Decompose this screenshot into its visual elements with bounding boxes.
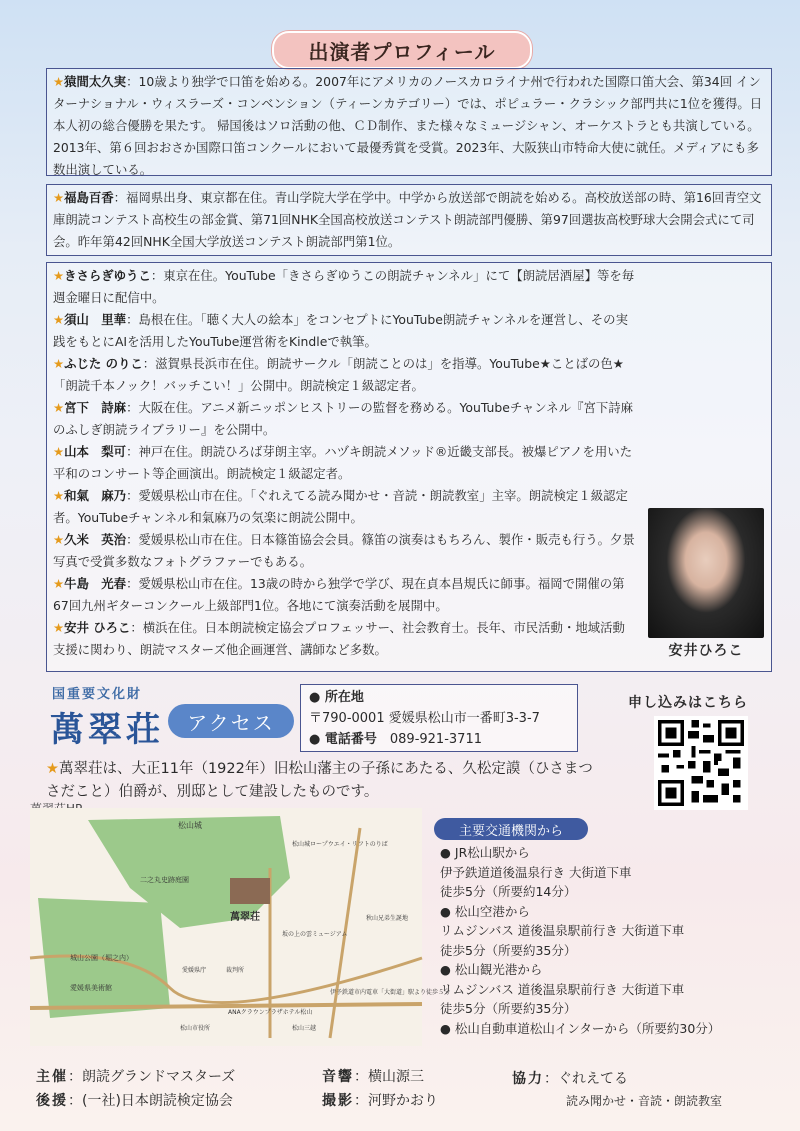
profile-entry bbox=[53, 529, 637, 573]
profile-entry bbox=[53, 353, 637, 397]
banzui-building-icon bbox=[230, 878, 270, 904]
profile-entry bbox=[53, 441, 637, 485]
transport-line: ● 松山空港から bbox=[440, 903, 530, 919]
profile-entry bbox=[53, 617, 637, 661]
map-label-akita: 秋山兄弟生誕地 bbox=[366, 915, 409, 922]
transport-line: 徒歩5分（所要約14分） bbox=[440, 884, 577, 899]
map-label-museum: 坂の上の雲ミュージアム bbox=[282, 931, 348, 938]
venue-subtitle: 国重要文化財 bbox=[52, 687, 143, 702]
profile-entry bbox=[53, 573, 637, 617]
access-map bbox=[30, 808, 451, 1046]
transport-line: ● JR松山駅から bbox=[440, 845, 530, 860]
profile-entry bbox=[53, 265, 637, 309]
performer-bio: ：愛媛県松山市在住。「ぐれえてる読み聞かせ・音読・朗読教室」主宰。朗読検定１級認定者。YouTubeチャンネル和氣麻乃の気楽に朗読公開中。 bbox=[53, 488, 628, 525]
transport-line: リムジンバス 道後温泉駅前行き 大街道下車 bbox=[440, 981, 685, 997]
performer-bio: ：神戸在住。朗読ひろば芽朗主宰。ハヅキ朗読メソッド®近畿支部長。被爆ピアノを用いた平和のコンサート等企画演出。朗読検定１級認定者。 bbox=[53, 444, 633, 481]
transport-list bbox=[440, 843, 780, 1038]
credit-sound bbox=[322, 1066, 424, 1086]
profile-entry bbox=[53, 309, 637, 353]
map-label-okaido: 伊予鉄道市内電車「大街道」駅より徒歩５分 bbox=[330, 989, 451, 996]
star-icon: ★ bbox=[53, 620, 65, 635]
performer-bio: ：10歳より独学で口笛を始める。2007年にアメリカのノースカロライナ州で行われた国際口笛大会、第34回 インターナショナル・ウィスラーズ・コンベンション（ティーンカテゴリー）では、ポピュラー・クラシック部門共に1位を獲得。日本人初の総合優勝を果たす。 帰国後はソロ活動の他、ＣＤ制作、また様々なミュージシャン、オーケストラとも共演している。 2013年、第６回おおさか国際口笛コンクールにおいて最優秀賞を受賞。2023年、大阪狭山市特命大使に就任。メディアにも多数出演している。 bbox=[53, 74, 763, 177]
venue-intro bbox=[46, 758, 606, 804]
performer-bio: ：愛媛県松山市在住。日本篠笛協会会員。篠笛の演奏はもちろん、製作・販売も行う。夕景写真で受賞多数なフォトグラファーでもある。 bbox=[53, 532, 635, 569]
credit-value: ：横山源三 bbox=[354, 1069, 424, 1085]
phone-label: ● 電話番号 bbox=[309, 732, 377, 747]
star-icon: ★ bbox=[53, 190, 65, 205]
credit-host bbox=[36, 1066, 235, 1086]
performer-name: 猿間太久実 bbox=[64, 74, 127, 89]
transport-line: リムジンバス 道後温泉駅前行き 大街道下車 bbox=[440, 923, 685, 938]
map-label-castle: 松山城 bbox=[178, 821, 202, 830]
star-icon: ★ bbox=[53, 488, 65, 503]
performer-name: 久米 英治 bbox=[64, 532, 127, 547]
credit-label: 協力 bbox=[512, 1071, 544, 1087]
map-label-banzui: 萬翠荘 bbox=[230, 912, 260, 923]
map-label-mitsukoshi: 松山三越 bbox=[292, 1025, 317, 1032]
performer-name: 宮下 詩麻 bbox=[64, 400, 127, 415]
star-icon: ★ bbox=[53, 74, 65, 89]
map-label-court: 裁判所 bbox=[226, 967, 245, 974]
performer-name: 須山 里華 bbox=[64, 312, 127, 327]
credit-label: 音響 bbox=[322, 1069, 354, 1085]
address-label: ● 所在地 bbox=[309, 690, 364, 705]
map-label-ropeway: 松山城ロープウエイ・リフトのりば bbox=[292, 841, 388, 848]
performer-name: 牛島 光春 bbox=[64, 576, 127, 591]
map-label-hotel: ANAクラウンプラザホテル松山 bbox=[228, 1009, 313, 1016]
transport-line: ● 松山自動車道松山インターから（所要約30分） bbox=[440, 1020, 721, 1036]
star-icon: ★ bbox=[53, 312, 65, 327]
credit-label: 後援 bbox=[36, 1093, 68, 1109]
performer-bio: ：島根在住。「聴く大人の絵本」をコンセプトにYouTube朗読チャンネルを運営し、その実践をもとにAIを活用したYouTube運営術をKindleで執筆。 bbox=[53, 312, 628, 349]
transport-line: ● 松山観光港から bbox=[440, 962, 543, 977]
credit-photo bbox=[322, 1090, 438, 1110]
star-icon: ★ bbox=[53, 444, 65, 459]
credit-value: ：(一社)日本朗読検定協会 bbox=[68, 1093, 233, 1109]
address-box bbox=[300, 684, 578, 752]
address-text: 〒790-0001 愛媛県松山市一番町3-3-7 bbox=[309, 711, 540, 726]
apply-label: 申し込みはこちら bbox=[628, 695, 748, 711]
map-label-pref: 愛媛県庁 bbox=[182, 967, 207, 974]
transport-line: 伊予鉄道道後温泉行き 大街道下車 bbox=[440, 864, 632, 880]
star-icon: ★ bbox=[53, 400, 65, 415]
page-title: 出演者プロフィール bbox=[272, 31, 532, 69]
credit-coop-sub: 読み聞かせ・音読・朗読教室 bbox=[566, 1094, 723, 1108]
credit-label: 主催 bbox=[36, 1069, 68, 1085]
credit-label: 撮影 bbox=[322, 1093, 354, 1109]
star-icon: ★ bbox=[53, 268, 65, 283]
performer-bio: ：東京在住。YouTube「きさらぎゆうこの朗読チャンネル」にて【朗読居酒屋】等を毎週金曜日に配信中。 bbox=[53, 268, 635, 305]
profile-entry bbox=[53, 485, 637, 529]
performer-name: 安井 ひろこ bbox=[64, 620, 131, 635]
performer-photo bbox=[648, 508, 764, 638]
performer-name: 福島百香 bbox=[64, 190, 114, 205]
star-icon: ★ bbox=[46, 761, 59, 777]
map-label-art: 愛媛県美術館 bbox=[70, 984, 112, 992]
performer-bio: ：愛媛県松山市在住。13歳の時から独学で学び、現在貞本昌規氏に師事。福岡で開催の第67回九州ギターコンクール上級部門1位。各地にて演奏活動を展開中。 bbox=[53, 576, 625, 613]
performer-bio: ：滋賀県長浜市在住。朗読サークル「朗読ことのは」を指導。YouTube★ことばの色★「朗読千本ノック！バッチこい！」公開中。朗読検定１級認定者。 bbox=[53, 356, 624, 393]
star-icon: ★ bbox=[53, 532, 65, 547]
map-label-city: 松山市役所 bbox=[180, 1025, 211, 1032]
access-heading: アクセス bbox=[168, 704, 294, 738]
profile-entry bbox=[53, 397, 637, 441]
profile-box-2 bbox=[46, 184, 772, 256]
transport-line: 徒歩5分（所要約35分） bbox=[440, 942, 577, 958]
performer-name: ふじた のりこ bbox=[64, 356, 143, 371]
credit-value: ：河野かおり bbox=[354, 1093, 438, 1109]
transport-line: 徒歩5分（所要約35分） bbox=[440, 1001, 577, 1016]
phone-number: 089-921-3711 bbox=[389, 732, 482, 747]
credit-value: ：朗読グランドマスターズ bbox=[68, 1069, 236, 1085]
profile-box-1 bbox=[46, 68, 772, 176]
photo-caption: 安井ひろこ bbox=[668, 643, 744, 659]
performer-name: 山本 梨可 bbox=[64, 444, 127, 459]
map-label-park: 城山公園（堀之内） bbox=[70, 954, 133, 962]
performer-bio: ：福岡県出身、東京都在住。青山学院大学在学中。中学から放送部で朗読を始める。高校放送部の時、第16回青空文庫朗読コンテスト高校生の部金賞、第71回NHK全国高校放送コンテスト朗読部門優勝、第97回選抜高校野球大会開会式にて司会。昨年第42回NHK全国大学放送コンテスト朗読部門第1位。 bbox=[53, 190, 762, 249]
venue-name: 萬翠荘 bbox=[50, 710, 164, 750]
star-icon: ★ bbox=[53, 576, 65, 591]
credit-value: ：ぐれえてる bbox=[544, 1071, 628, 1087]
venue-intro-text: 萬翠荘は、大正11年（1922年）旧松山藩主の子孫にあたる、久松定謨（ひさまつさだこと）伯爵が、別邸として建設したものです。 bbox=[46, 761, 593, 800]
performer-bio: ：大阪在住。アニメ新ニッポンヒストリーの監督を務める。YouTubeチャンネル『宮下詩麻のふしぎ朗読ライブラリー』を公開中。 bbox=[53, 400, 634, 437]
phone-row bbox=[309, 729, 569, 750]
transport-heading: 主要交通機関から bbox=[434, 818, 588, 840]
apply-qr-code[interactable] bbox=[654, 716, 748, 810]
credit-support bbox=[36, 1090, 233, 1110]
credit-coop bbox=[512, 1068, 628, 1088]
map-label-ninomaru: 二之丸史跡庭園 bbox=[140, 876, 189, 884]
performer-name: きさらぎゆうこ bbox=[64, 268, 151, 283]
performer-bio: ：横浜在住。日本朗読検定協会プロフェッサー、社会教育士。長年、市民活動・地域活動支援に関わり、朗読マスターズ他企画運営、講師など多数。 bbox=[53, 620, 625, 657]
star-icon: ★ bbox=[53, 356, 65, 371]
performer-name: 和氣 麻乃 bbox=[64, 488, 127, 503]
